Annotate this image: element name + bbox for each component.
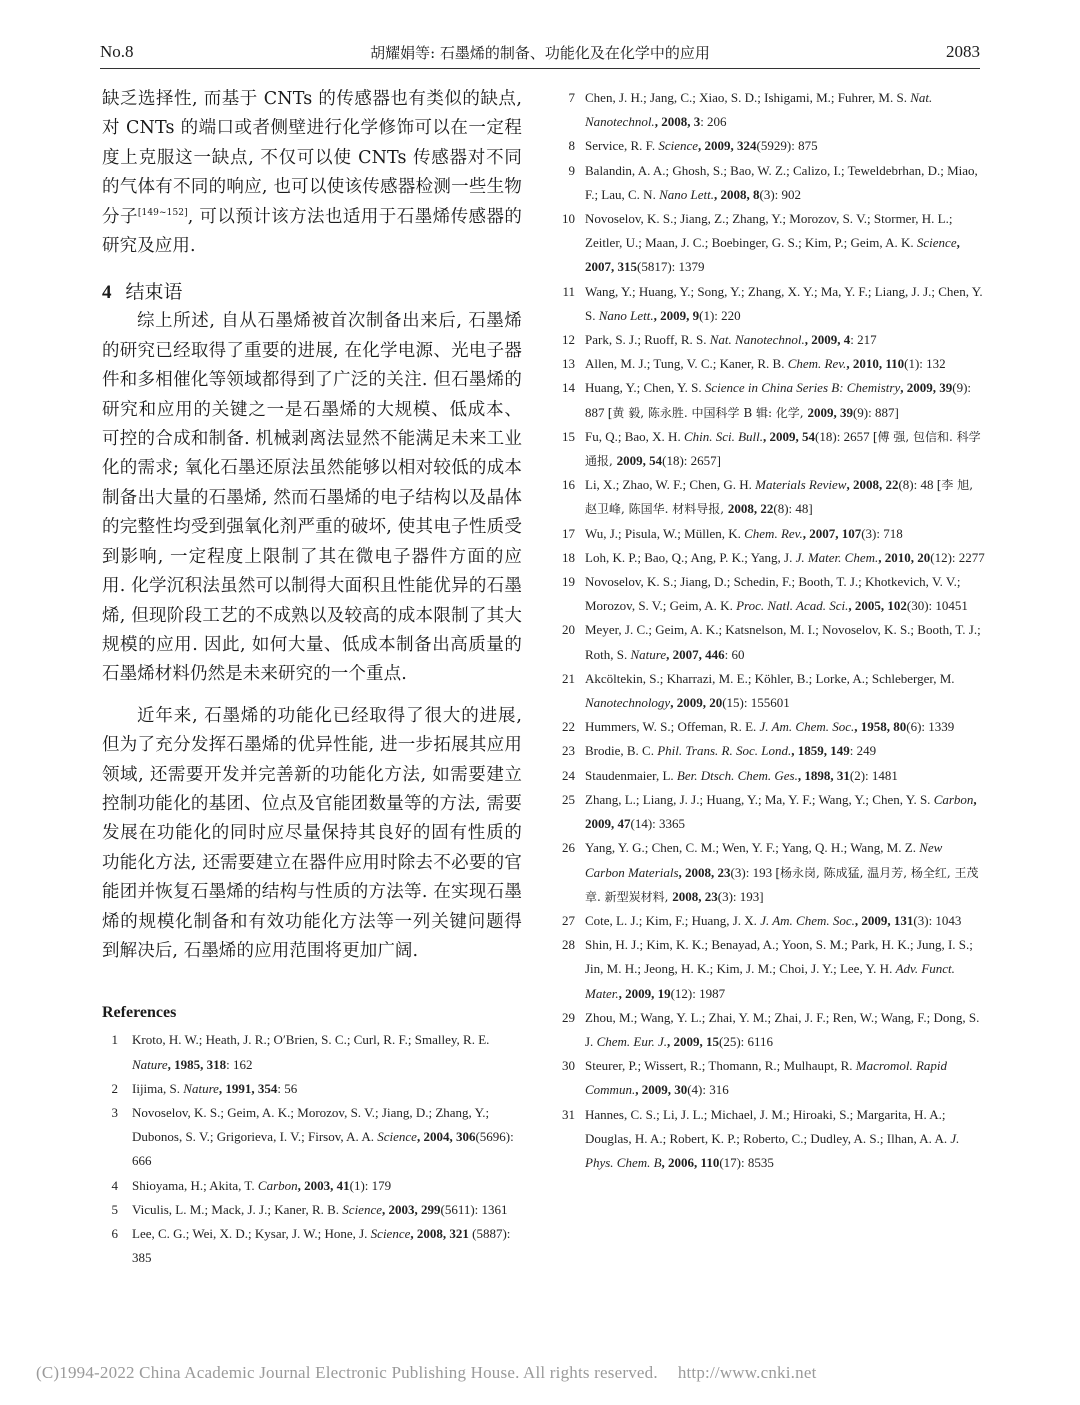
reference-journal: Nat. Nanotechnol. bbox=[585, 90, 933, 130]
intro-paragraph: 缺乏选择性, 而基于 CNTs 的传感器也有类似的缺点, 对 CNTs 的端口或者侧壁进行化学修饰可以在一定程度上克服这一缺点, 不仅可以使 CNTs 传感器对不同的气体有不同的响应, 也可以使该传感器检测一些生物分子[149~152], 可以预计该方法也适用于石墨烯传感器的研究及应用. bbox=[102, 89, 523, 257]
reference-chinese-citation: [李 旭, 赵卫峰, 陈国华. 材料导报, bbox=[585, 478, 974, 517]
reference-journal: Macromol. Rapid Commun. bbox=[585, 1058, 947, 1098]
reference-authors: Shin, H. J.; Kim, K. K.; Benayad, A.; Yoon, S. M.; Park, H. K.; Jung, I. S.; Jin, M. H.; Jeong, H. K.; Kim, J. M.; Choi, J. Y.; Lee, Y. H. bbox=[585, 937, 973, 977]
reference-journal: Nano Lett. bbox=[598, 307, 654, 323]
reference-chinese-year: 2009, 39 bbox=[807, 404, 853, 420]
reference-pages: : 249 bbox=[849, 743, 877, 759]
reference-year-volume: , 2009, 54 bbox=[763, 428, 816, 444]
reference-item bbox=[555, 1054, 985, 1102]
reference-item bbox=[555, 134, 985, 158]
reference-authors: Hannes, C. S.; Li, J. L.; Michael, J. M.; Hiroaki, S.; Margarita, H. A.; Douglas, H. A.; Robert, K. P.; Roberto, C.; Dudley, A. S.; Ilhan, A. A. bbox=[585, 1106, 951, 1146]
reference-year-volume: , 2009, 4 bbox=[804, 332, 851, 348]
reference-item bbox=[555, 667, 985, 715]
conclusion-paragraph-2: 近年来, 石墨烯的功能化已经取得了很大的进展, 但为了充分发挥石墨烯的优异性能, 进一步拓展其应用领域, 还需要开发并完善新的功能化方法, 如需要建立控制功能化的基团、位点及官能团数量等的方法, 需要发展在功能化的同时应尽量保持其良好的固有性质的功能化方法, 还需要建立在器件应用时除去不必要的官能团并恢复石墨烯的结构与性质的方法等. 在实现石墨烯的规模化制备和有效功能化方法等一列关键问题得到解决后, 石墨烯的应用范围将更加广阔. bbox=[102, 705, 522, 961]
reference-authors: Viculis, L. M.; Mack, J. J.; Kaner, R. B. bbox=[132, 1201, 343, 1217]
reference-item bbox=[555, 764, 985, 788]
reference-item bbox=[555, 933, 985, 1006]
issue-number: No.8 bbox=[100, 42, 134, 61]
reference-item bbox=[555, 159, 985, 207]
reference-year-volume: , 2008, 8 bbox=[713, 186, 760, 202]
reference-authors: Chen, J. H.; Jang, C.; Xiao, S. D.; Ishigami, M.; Fuhrer, M. S. bbox=[585, 90, 911, 105]
reference-item bbox=[555, 522, 985, 546]
reference-year-volume: , 2009, 19 bbox=[618, 985, 671, 1001]
reference-chinese-citation: [黄 毅, 陈永胜. 中国科学 B 辑: 化学, bbox=[607, 405, 808, 420]
reference-journal: J. Mater. Chem. bbox=[795, 549, 879, 565]
reference-number: 10 bbox=[562, 211, 575, 227]
reference-number: 6 bbox=[111, 1226, 118, 1241]
reference-chinese-pages: (3): 193] bbox=[717, 888, 764, 904]
copyright-footer bbox=[36, 1363, 817, 1383]
reference-journal: Nature bbox=[132, 1056, 168, 1072]
reference-year-volume: , 2009, 20 bbox=[670, 695, 723, 711]
reference-authors: Novoselov, K. S.; Jiang, Z.; Zhang, Y.; Morozov, S. V.; Stormer, H. L.; Zeitler, U.; Maan, J. C.; Boebinger, G. S.; Kim, P.; Geim, A. K. bbox=[585, 211, 953, 251]
reference-number: 31 bbox=[562, 1106, 575, 1122]
reference-authors: Huang, Y.; Chen, Y. S. bbox=[585, 380, 705, 396]
reference-item bbox=[555, 376, 985, 424]
reference-item bbox=[555, 352, 985, 376]
reference-number: 16 bbox=[562, 477, 575, 493]
reference-item bbox=[102, 1174, 522, 1198]
reference-pages: (25): 6116 bbox=[718, 1033, 774, 1049]
reference-authors: Brodie, B. C. bbox=[585, 743, 658, 759]
reference-pages: : 56 bbox=[277, 1080, 298, 1096]
reference-authors: Staudenmaier, L. bbox=[585, 767, 677, 783]
section-title: 结束语 bbox=[125, 281, 183, 304]
reference-pages: (5817): 1379 bbox=[637, 259, 705, 275]
reference-pages: (3): 718 bbox=[861, 525, 903, 541]
section-heading bbox=[102, 277, 522, 307]
reference-item bbox=[555, 1006, 985, 1054]
reference-journal: Science bbox=[377, 1129, 417, 1145]
reference-authors: Novoselov, K. S.; Jiang, D.; Schedin, F.; Booth, T. J.; Khotkevich, V. V.; Morozov, S. V.; Geim, A. K. bbox=[585, 574, 961, 614]
reference-year-volume: , 2008, 321 bbox=[410, 1226, 469, 1241]
reference-journal: Phil. Trans. R. Soc. Lond. bbox=[657, 743, 792, 759]
reference-year-volume: , 1898, 31 bbox=[797, 767, 850, 783]
reference-number: 27 bbox=[562, 912, 575, 928]
reference-journal: Proc. Natl. Acad. Sci. bbox=[736, 598, 849, 614]
reference-pages: (5929): 875 bbox=[756, 138, 818, 154]
reference-item bbox=[555, 86, 985, 134]
reference-year-volume: , 2010, 110 bbox=[846, 356, 905, 372]
reference-pages: (5887): 385 bbox=[132, 1226, 511, 1266]
reference-year-volume: , 1958, 80 bbox=[854, 719, 907, 735]
reference-chinese-pages: (18): 2657] bbox=[662, 453, 721, 469]
reference-year-volume: , 2009, 9 bbox=[653, 307, 700, 323]
reference-pages: (3): 1043 bbox=[913, 912, 962, 928]
reference-pages: (1): 132 bbox=[904, 356, 946, 372]
reference-item bbox=[555, 328, 985, 352]
reference-authors: Meyer, J. C.; Geim, A. K.; Katsnelson, M. I.; Novoselov, K. S.; Booth, T. J.; Roth, S. bbox=[585, 622, 981, 662]
reference-number: 21 bbox=[562, 670, 575, 686]
reference-authors: Steurer, P.; Wissert, R.; Thomann, R.; Mulhaupt, R. bbox=[585, 1058, 856, 1074]
reference-authors: Park, S. J.; Ruoff, R. S. bbox=[585, 332, 710, 348]
reference-journal: J. Phys. Chem. B bbox=[585, 1130, 960, 1170]
reference-authors: Li, X.; Zhao, W. F.; Chen, G. H. bbox=[585, 477, 756, 493]
reference-pages: (1): 179 bbox=[349, 1177, 392, 1193]
reference-pages: (14): 3365 bbox=[630, 816, 686, 832]
reference-journal: Carbon bbox=[933, 791, 974, 807]
reference-item bbox=[102, 1077, 522, 1101]
references-heading: References bbox=[102, 1004, 177, 1022]
reference-year-volume: , 1859, 149 bbox=[791, 743, 850, 759]
reference-item bbox=[102, 1101, 522, 1174]
reference-item bbox=[555, 909, 985, 933]
reference-item bbox=[555, 425, 985, 473]
reference-journal: Science bbox=[370, 1226, 411, 1241]
reference-journal: Nature bbox=[630, 646, 667, 662]
reference-item bbox=[555, 570, 985, 618]
reference-number: 29 bbox=[562, 1009, 575, 1025]
reference-authors: Allen, M. J.; Tung, V. C.; Kaner, R. B. bbox=[585, 356, 788, 372]
reference-pages: (15): 155601 bbox=[722, 695, 790, 711]
reference-journal: Chin. Sci. Bull. bbox=[683, 428, 764, 444]
reference-authors: Fu, Q.; Bao, X. H. bbox=[585, 428, 684, 444]
reference-item bbox=[555, 618, 985, 666]
reference-pages: (2): 1481 bbox=[849, 767, 898, 783]
reference-item bbox=[555, 1103, 985, 1176]
reference-item bbox=[102, 1222, 522, 1270]
reference-number: 23 bbox=[562, 743, 575, 759]
reference-year-volume: , 2009, 47 bbox=[585, 791, 977, 832]
citation: [149~152] bbox=[137, 207, 188, 218]
reference-item bbox=[555, 207, 985, 280]
reference-authors: Zhang, L.; Liang, J. J.; Huang, Y.; Ma, Y. F.; Wang, Y.; Chen, Y. S. bbox=[585, 791, 934, 807]
reference-pages: (8): 48 bbox=[898, 477, 934, 493]
reference-year-volume: , 2003, 41 bbox=[297, 1177, 350, 1193]
reference-journal: Nat. Nanotechnol. bbox=[709, 332, 805, 348]
reference-journal: Science in China Series B: Chemistry bbox=[704, 380, 901, 396]
reference-year-volume: , 2009, 15 bbox=[666, 1033, 719, 1049]
reference-journal: Chem. Eur. J. bbox=[596, 1033, 667, 1049]
reference-pages: (12): 1987 bbox=[670, 985, 726, 1001]
reference-authors: Hummers, W. S.; Offeman, R. E. bbox=[585, 719, 760, 735]
reference-authors: Zhou, M.; Wang, Y. L.; Zhai, Y. M.; Zhai, J. F.; Ren, W.; Wang, F.; Dong, S. J. bbox=[585, 1009, 980, 1049]
reference-item bbox=[555, 836, 985, 909]
reference-number: 4 bbox=[111, 1177, 118, 1193]
reference-item bbox=[555, 739, 985, 763]
left-column bbox=[102, 85, 522, 1270]
reference-year-volume: , 2007, 107 bbox=[802, 525, 862, 541]
reference-year-volume: , 2007, 315 bbox=[585, 235, 960, 275]
reference-item bbox=[102, 1028, 522, 1076]
reference-pages: (5696): 666 bbox=[132, 1129, 514, 1169]
reference-year-volume: , 2010, 20 bbox=[878, 549, 931, 565]
reference-year-volume: , 2009, 324 bbox=[698, 138, 757, 154]
reference-year-volume: , 1991, 354 bbox=[218, 1080, 278, 1096]
reference-authors: Novoselov, K. S.; Geim, A. K.; Morozov, S. V.; Jiang, D.; Zhang, Y.; Dubonos, S. V.; Grigorieva, I. V.; Firsov, A. A. bbox=[132, 1104, 490, 1145]
reference-journal: Chem. Rev. bbox=[787, 356, 847, 372]
reference-chinese-year: 2009, 54 bbox=[616, 453, 663, 469]
reference-year-volume: , 2008, 23 bbox=[678, 864, 731, 880]
reference-journal: Science bbox=[342, 1201, 382, 1217]
reference-number: 15 bbox=[562, 428, 575, 444]
running-title: 胡耀娟等: 石墨烯的制备、功能化及在化学中的应用 bbox=[370, 44, 710, 62]
reference-number: 28 bbox=[562, 937, 575, 953]
reference-number: 18 bbox=[562, 549, 575, 565]
reference-authors: Iijima, S. bbox=[132, 1080, 184, 1096]
reference-number: 20 bbox=[562, 622, 575, 638]
reference-authors: Balandin, A. A.; Ghosh, S.; Bao, W. Z.; Calizo, I.; Teweldebrhan, D.; Miao, F.; Lau, C. N. bbox=[585, 162, 978, 202]
reference-chinese-citation: [杨永岗, 陈成猛, 温月芳, 杨全红, 王茂章. 新型炭材料, bbox=[585, 865, 979, 904]
copyright-text: (C)1994-2022 China Academic Journal Electronic Publishing House. All rights reserved. bbox=[36, 1363, 658, 1382]
reference-journal: Nano Lett. bbox=[659, 186, 714, 202]
reference-chinese-year: 2008, 23 bbox=[672, 888, 718, 904]
section-number: 4 bbox=[102, 282, 112, 304]
reference-chinese-citation: [傅 强, 包信和. 科学通报, bbox=[585, 429, 981, 469]
reference-pages: (3): 902 bbox=[759, 186, 802, 202]
reference-journal: J. Am. Chem. Soc. bbox=[759, 719, 855, 735]
reference-authors: Kroto, H. W.; Heath, J. R.; O′Brien, S. C.; Curl, R. F.; Smalley, R. E. bbox=[132, 1032, 490, 1048]
reference-journal: Materials Review bbox=[755, 477, 847, 493]
reference-pages: (17): 8535 bbox=[719, 1154, 774, 1170]
page-header bbox=[100, 40, 980, 69]
reference-authors: Yang, Y. G.; Chen, C. M.; Wen, Y. F.; Yang, Q. H.; Wang, M. Z. bbox=[585, 840, 920, 856]
reference-number: 11 bbox=[562, 283, 575, 299]
reference-chinese-pages: (8): 48] bbox=[773, 501, 813, 517]
reference-year-volume: , 2009, 131 bbox=[854, 912, 914, 928]
right-column bbox=[555, 86, 985, 1175]
reference-number: 14 bbox=[562, 380, 575, 396]
reference-pages: (4): 316 bbox=[687, 1082, 729, 1098]
reference-journal: New Carbon Materials bbox=[585, 840, 943, 880]
reference-authors: Loh, K. P.; Bao, Q.; Ang, P. K.; Yang, J. bbox=[585, 549, 796, 565]
reference-number: 26 bbox=[562, 840, 575, 856]
reference-authors: Wu, J.; Pisula, W.; Müllen, K. bbox=[585, 525, 745, 541]
reference-authors: Wang, Y.; Huang, Y.; Song, Y.; Zhang, X. Y.; Ma, Y. F.; Liang, J. J.; Chen, Y. S. bbox=[585, 283, 983, 323]
reference-chinese-year: 2008, 22 bbox=[727, 501, 774, 517]
reference-list-right bbox=[555, 86, 985, 1175]
reference-pages: : 217 bbox=[850, 332, 877, 348]
reference-pages: : 60 bbox=[724, 646, 745, 662]
reference-authors: Service, R. F. bbox=[585, 138, 659, 154]
reference-pages: (3): 193 bbox=[730, 864, 773, 880]
reference-pages: (6): 1339 bbox=[906, 719, 955, 735]
reference-number: 19 bbox=[562, 574, 575, 590]
reference-pages: : 206 bbox=[700, 114, 727, 130]
reference-number: 8 bbox=[568, 138, 575, 154]
reference-authors: Shioyama, H.; Akita, T. bbox=[132, 1177, 258, 1193]
reference-journal: Carbon bbox=[257, 1177, 298, 1193]
reference-chinese-pages: (9): 887] bbox=[852, 404, 899, 420]
reference-pages: (5611): 1361 bbox=[440, 1201, 508, 1217]
reference-journal: Science bbox=[916, 235, 957, 251]
reference-number: 13 bbox=[562, 356, 575, 372]
reference-number: 25 bbox=[562, 791, 575, 807]
reference-number: 9 bbox=[568, 162, 575, 178]
reference-number: 12 bbox=[562, 332, 575, 348]
reference-year-volume: , 2004, 306 bbox=[416, 1129, 476, 1145]
reference-year-volume: , 2008, 22 bbox=[846, 477, 899, 493]
reference-journal: Nanotechnology bbox=[585, 695, 671, 711]
reference-year-volume: , 2007, 446 bbox=[666, 646, 725, 662]
reference-year-volume: , 1985, 318 bbox=[167, 1056, 227, 1072]
reference-number: 5 bbox=[111, 1201, 118, 1217]
reference-item bbox=[555, 473, 985, 521]
reference-item bbox=[555, 788, 985, 836]
reference-authors: Cote, L. J.; Kim, F.; Huang, J. X. bbox=[585, 912, 761, 928]
reference-journal: Ber. Dtsch. Chem. Ges. bbox=[676, 767, 798, 783]
reference-journal: Chem. Rev. bbox=[744, 525, 803, 541]
reference-authors: Akcöltekin, S.; Kharrazi, M. E.; Köhler, B.; Lorke, A.; Schleberger, M. bbox=[585, 670, 955, 686]
reference-number: 1 bbox=[111, 1032, 118, 1048]
reference-journal: J. Am. Chem. Soc. bbox=[760, 912, 855, 928]
reference-list-left bbox=[102, 1028, 522, 1270]
reference-number: 3 bbox=[111, 1104, 118, 1120]
reference-year-volume: , 2009, 30 bbox=[635, 1082, 688, 1098]
reference-year-volume: , 2008, 3 bbox=[654, 114, 701, 130]
reference-number: 17 bbox=[562, 525, 575, 541]
reference-pages: (30): 10451 bbox=[906, 598, 968, 614]
reference-journal: Nature bbox=[183, 1080, 219, 1096]
reference-pages: (18): 2657 bbox=[815, 428, 870, 444]
reference-item bbox=[555, 546, 985, 570]
reference-journal: Science bbox=[658, 138, 699, 154]
conclusion-paragraph-1: 综上所述, 自从石墨烯被首次制备出来后, 石墨烯的研究已经取得了重要的进展, 在化学电源、光电子器件和多相催化等领域都得到了广泛的关注. 但石墨烯的研究和应用的关键之一是石墨烯的大规模、低成本、可控的合成和制备. 机械剥离法显然不能满足未来工业化的需求; 氧化石墨还原法虽然能够以相对较低的成本制备出大量的石墨烯, 然而石墨烯的电子结构以及晶体的完整性均受到强氧化剂严重的破坏, 使其电子性质受到影响, 一定程度上限制了其在微电子器件方面的应用. 化学沉积法虽然可以制得大面积且性能优异的石墨烯, 但现阶段工艺的不成熟以及较高的成本限制了其大规模的应用. 因此, 如何大量、低成本制备出高质量的石墨烯材料仍然是未来研究的一个重点. bbox=[102, 311, 522, 685]
cnki-link[interactable]: http://www.cnki.net bbox=[677, 1363, 817, 1382]
reference-year-volume: , 2003, 299 bbox=[382, 1201, 441, 1217]
reference-year-volume: , 2006, 110 bbox=[661, 1154, 720, 1170]
reference-pages: : 162 bbox=[226, 1056, 253, 1072]
reference-item bbox=[102, 1198, 522, 1222]
reference-authors: Lee, C. G.; Wei, X. D.; Kysar, J. W.; Hone, J. bbox=[132, 1226, 371, 1241]
reference-number: 22 bbox=[562, 719, 575, 735]
reference-number: 7 bbox=[568, 90, 575, 105]
page-number: 2083 bbox=[946, 42, 980, 61]
reference-number: 30 bbox=[562, 1058, 575, 1074]
reference-item bbox=[555, 715, 985, 739]
reference-year-volume: , 2005, 102 bbox=[848, 598, 907, 614]
reference-pages: (12): 2277 bbox=[930, 549, 985, 565]
reference-item bbox=[555, 280, 985, 328]
reference-year-volume: , 2009, 39 bbox=[900, 380, 953, 396]
reference-number: 24 bbox=[562, 767, 575, 783]
reference-journal: Adv. Funct. Mater. bbox=[585, 961, 955, 1001]
reference-number: 2 bbox=[111, 1080, 118, 1096]
reference-pages: (1): 220 bbox=[699, 307, 741, 323]
reference-pages: (9): 887 bbox=[585, 380, 972, 420]
